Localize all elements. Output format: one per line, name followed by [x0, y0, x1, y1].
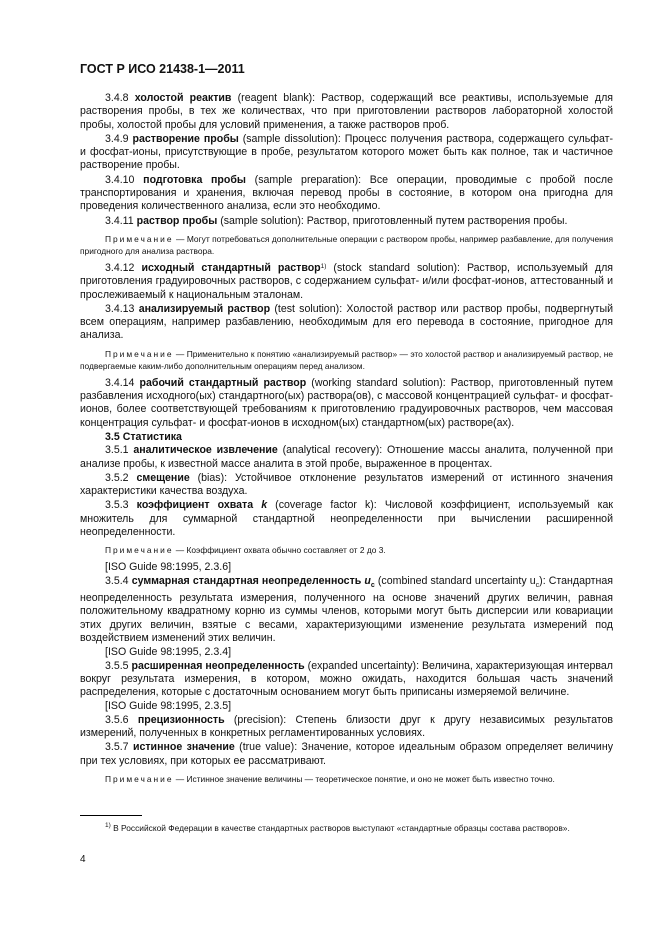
term: смещение	[136, 471, 190, 484]
note: Примечание — Истинное значение величины — теоретическое понятие, и оно не может быть известно точно.	[105, 773, 555, 784]
term: аналитическое извлечение	[133, 444, 278, 457]
entry-3-4-12: 3.4.12 исходный стандартный раствор$^{1)}$ (stock standard solution): Раствор, используемый для приготовления градуировочных растворов, с содержанием сульфат- и/или фосфат-ионов, аттестованный и прослеживаемый к национальным эталонам.	[80, 261, 613, 301]
page-header: ГОСТ Р ИСО 21438-1—2011	[80, 62, 245, 76]
note: Примечание — Коэффициент охвата обычно составляет от 2 до 3.	[105, 545, 386, 556]
note: Примечание — Могут потребоваться дополнительные операции с раствором пробы, например разбавление, для получения пригодного для анализа раствора.	[80, 233, 613, 256]
entry-3-5-4: 3.5.4 суммарная стандартная неопределенность $u_c$ (combined standard uncertainty $u_c$): Стандартная неопределенность результата измерения, полученного на основе значений других величин, равная положительному квадратному корню из суммы членов, которыми могут быть дисперсии или ковариации этих других величин, взятые с весами, характеризующими изменение результата измерений под воздействием изменений этих величин.	[80, 574, 613, 644]
entry-3-5-3: 3.5.3 коэффициент охвата k (coverage factor k): Числовой коэффициент, используемый как множитель для суммарной стандартной неопределенности при вычислении расширенной неопределенности.	[80, 499, 613, 539]
reference: [ISO Guide 98:1995, 2.3.5]	[105, 700, 232, 713]
document-body	[80, 92, 613, 834]
entry-3-4-14: 3.4.14 рабочий стандартный раствор (working standard solution): Раствор, приготовленный путем разбавления исходного(ых) стандартного(ых) раствора(ов), с массовой концентрацией сульфат- и фосфат-ионов, более соответствующей требованиям к приготовлению градуировочных растворов, чем массовая концентрация сульфат- и фосфат-ионов в исходном(ых) стандартном(ых) растворе(ах).	[80, 376, 613, 429]
term: прецизионность	[137, 713, 225, 726]
term: анализируемый раствор	[138, 302, 271, 315]
term: коэффициент охвата	[136, 499, 254, 512]
entry-3-5-7: 3.5.7 истинное значение (true value): Значение, которое идеальным образом определяет величину при тех условиях, при которых ее рассматривают.	[80, 741, 613, 767]
term: раствор пробы	[136, 214, 218, 227]
footnote-divider	[80, 815, 142, 816]
reference: [ISO Guide 98:1995, 2.3.4]	[105, 646, 232, 659]
term: холостой реактив	[134, 92, 232, 104]
page-number: 4	[80, 854, 86, 865]
entry-3-4-10: 3.4.10 подготовка пробы (sample preparation): Все операции, проводимые с пробой после транспортирования и хранения, включая перевод пробы в состояние, в котором она пригодна для проведения количественного анализа, если это необходимо.	[80, 173, 613, 213]
footnote-ref: 1)	[320, 262, 327, 270]
reference: [ISO Guide 98:1995, 2.3.6]	[105, 561, 232, 574]
term: рабочий стандартный раствор	[139, 376, 307, 389]
footnote: $^{1)}$ В Российской Федерации в качестве стандартных растворов выступают «стандартные образцы состава растворов».	[105, 821, 570, 833]
note: Примечание — Применительно к понятию «анализируемый раствор» — это холостой раствор и анализируемый раствор, не подвергаемые каким-либо дополнительным операциям перед анализом.	[80, 348, 613, 371]
term: истинное значение	[132, 741, 235, 754]
term: подготовка пробы	[143, 173, 246, 186]
term: суммарная стандартная неопределенность	[131, 574, 362, 587]
entry-3-4-8: 3.4.8 холостой реактив (reagent blank): Раствор, содержащий все реактивы, используемые для растворения пробы, в тех же количествах, что при приготовлении растворов лабораторной холостой пробы, холостой пробы для условий применения, а также растворов проб.	[80, 92, 613, 131]
term: исходный стандартный раствор	[141, 261, 321, 274]
entry-3-5-5: 3.5.5 расширенная неопределенность (expanded uncertainty): Величина, характеризующая интервал вокруг результата измерения, в котором, можно ожидать, находится большая часть значений распределения, которые с достаточным основанием могут быть приписаны измеряемой величине.	[80, 659, 613, 699]
entry-3-4-13: 3.4.13 анализируемый раствор (test solution): Холостой раствор или раствор пробы, подвергнутый всем операциям, например разбавлению, необходимым для его перевода в состояние, пригодное для анализа.	[80, 302, 613, 342]
entry-3-5-6: 3.5.6 прецизионность (precision): Степень близости друг к другу независимых результатов измерений, полученных в конкретных регламентированных условиях.	[80, 713, 613, 739]
term: расширенная неопределенность	[131, 659, 305, 672]
entry-3-4-9: 3.4.9 растворение пробы (sample dissolution): Процесс получения раствора, содержащего сульфат- и фосфат-ионы, присутствующие в пробе, результатом которого может быть как полное, так и частичное растворение пробы.	[80, 132, 614, 172]
entry-3-5-1: 3.5.1 аналитическое извлечение (analytical recovery): Отношение массы аналита, полученной при анализе пробы, к известной массе аналита в этой пробе, выраженное в процентах.	[80, 444, 613, 470]
term: растворение пробы	[132, 132, 239, 145]
entry-3-5-2: 3.5.2 смещение (bias): Устойчивое отклонение результатов измерений от истинного значения характеристики качества воздуха.	[80, 471, 613, 498]
section-heading: 3.5 Статистика	[105, 430, 182, 443]
entry-3-4-11: 3.4.11 раствор пробы (sample solution): Раствор, приготовленный путем растворения пробы.	[105, 214, 568, 227]
